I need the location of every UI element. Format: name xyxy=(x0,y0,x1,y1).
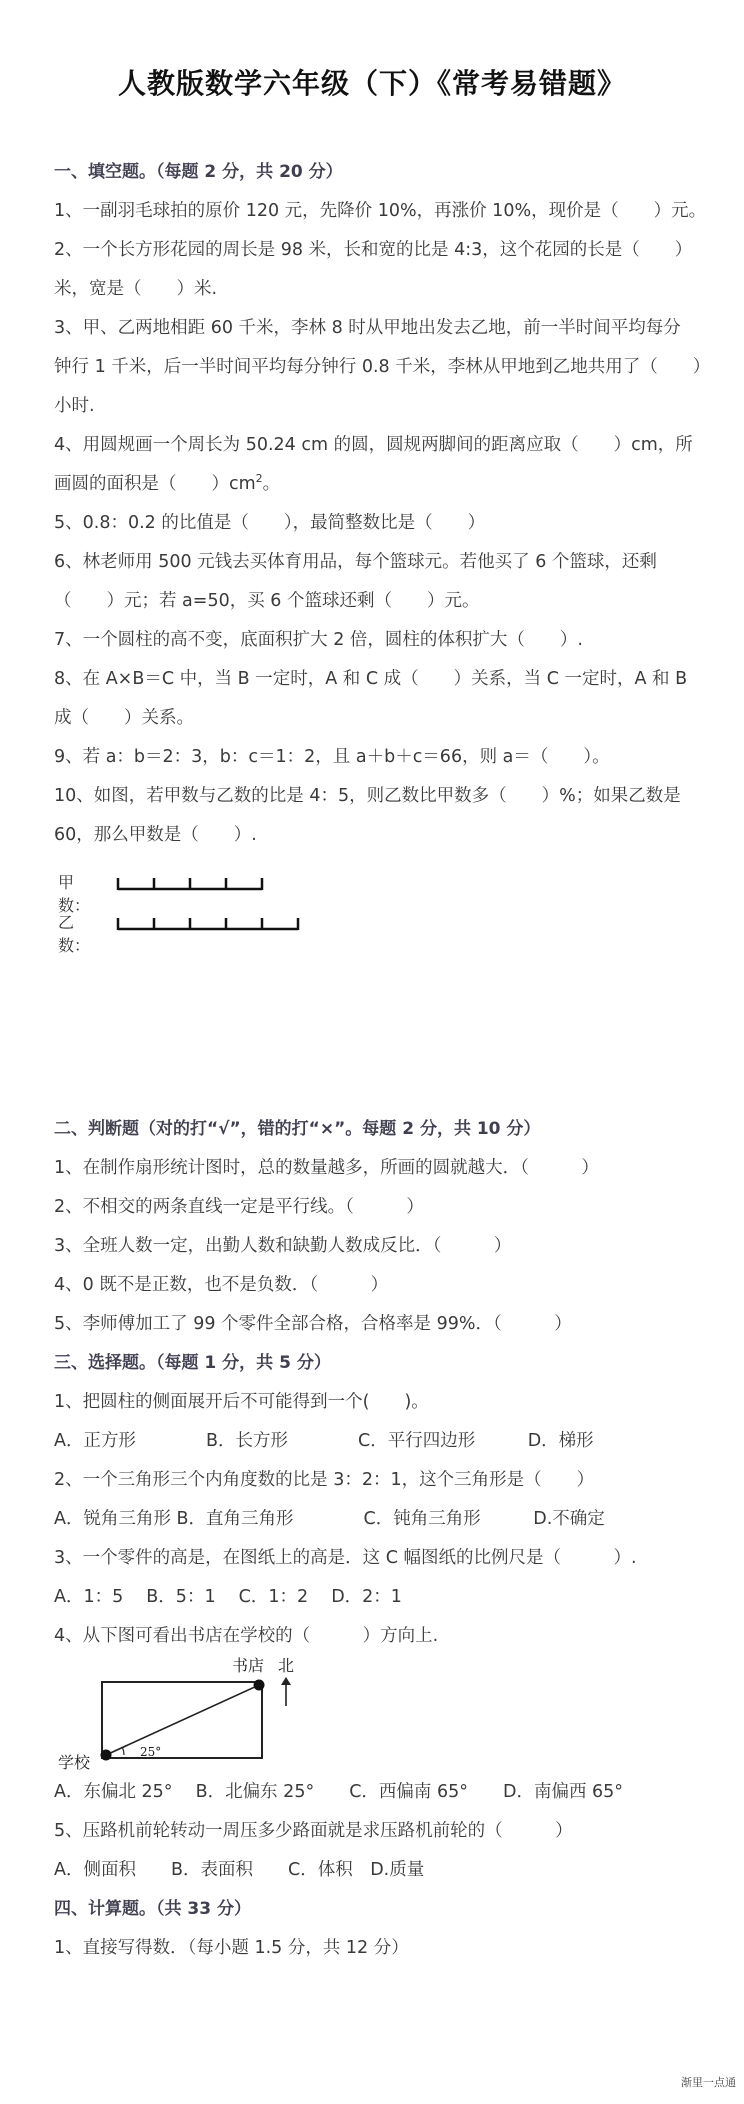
question-line: 1、在制作扇形统计图时，总的数量越多，所画的圆就越大．（ ） xyxy=(54,1158,599,1178)
north-arrow-head xyxy=(281,1677,291,1685)
question-line: 米，宽是（ ）米. xyxy=(54,279,218,299)
segment-bar-yi xyxy=(116,914,306,932)
question-line: （ ）元；若 a=50，买 6 个篮球还剩（ ）元。 xyxy=(54,591,480,611)
section-header-calculation: 四、计算题。（共 33 分） xyxy=(54,1899,251,1919)
north-label: 北 xyxy=(278,1656,295,1675)
question-line: 2、一个三角形三个内角度数的比是 3：2：1，这个三角形是（ ） xyxy=(54,1470,595,1490)
bookstore-dot xyxy=(254,1680,265,1691)
question-line: 10、如图，若甲数与乙数的比是 4：5，则乙数比甲数多（ ）%；如果乙数是 xyxy=(54,786,681,806)
question-line: 小时. xyxy=(54,396,95,416)
angle-arc xyxy=(123,1748,125,1755)
section-header-true-false: 二、判断题（对的打“√”，错的打“×”。每题 2 分，共 10 分） xyxy=(54,1119,541,1139)
question-line: 6、林老师用 500 元钱去买体育用品，每个篮球元。若他买了 6 个篮球，还剩 xyxy=(54,552,657,572)
question-line: 4、用圆规画一个周长为 50.24 cm 的圆，圆规两脚间的距离应取（ ）cm，所 xyxy=(54,435,693,455)
question-line: 2、不相交的两条直线一定是平行线。（ ） xyxy=(54,1197,424,1217)
section-header-choice: 三、选择题。（每题 1 分，共 5 分） xyxy=(54,1353,331,1373)
question-line: 5、压路机前轮转动一周压多少路面就是求压路机前轮的（ ） xyxy=(54,1821,573,1841)
superscript: 2 xyxy=(255,472,263,486)
options-line: A．1：5 B．5：1 C．1：2 D．2：1 xyxy=(54,1587,402,1607)
question-line: 8、在 A×B＝C 中，当 B 一定时，A 和 C 成（ ）关系，当 C 一定时，A 和 B xyxy=(54,669,688,689)
direction-diagram xyxy=(54,1654,314,1772)
question-line: 1、直接写得数．（每小题 1.5 分，共 12 分） xyxy=(54,1938,409,1958)
question-line: 4、0 既不是正数，也不是负数．（ ） xyxy=(54,1275,389,1295)
segment-bar-jia xyxy=(116,874,306,892)
school-dot xyxy=(101,1750,112,1761)
section-header-fill-in: 一、填空题。（每题 2 分，共 20 分） xyxy=(54,162,343,182)
angle-label: 25° xyxy=(140,1745,162,1759)
question-line: 60，那么甲数是（ ）. xyxy=(54,825,257,845)
question-line: 3、甲、乙两地相距 60 千米，李林 8 时从甲地出发去乙地，前一半时间平均每分 xyxy=(54,318,681,338)
bookstore-label: 书店 xyxy=(232,1656,265,1675)
question-line: 7、一个圆柱的高不变，底面积扩大 2 倍，圆柱的体积扩大（ ）. xyxy=(54,630,583,650)
diagram-diagonal xyxy=(106,1685,259,1755)
options-line: A．侧面积 B．表面积 C．体积 D.质量 xyxy=(54,1860,425,1880)
options-line: A．东偏北 25° B．北偏东 25° C．西偏南 65° D．南偏西 65° xyxy=(54,1782,624,1802)
question-line: 成（ ）关系。 xyxy=(54,708,194,728)
school-label: 学校 xyxy=(58,1753,91,1772)
period: 。 xyxy=(262,474,281,494)
question-line: 2、一个长方形花园的周长是 98 米，长和宽的比是 4:3，这个花园的长是（ ） xyxy=(54,240,693,260)
question-line xyxy=(54,472,694,496)
bar-label-yi: 乙数： xyxy=(58,913,91,955)
options-line: A．锐角三角形 B．直角三角形 C．钝角三角形 D.不确定 xyxy=(54,1509,605,1529)
question-text: 画圆的面积是（ ）cm xyxy=(54,474,256,494)
question-line: 1、把圆柱的侧面展开后不可能得到一个( )。 xyxy=(54,1392,429,1412)
question-line: 4、从下图可看出书店在学校的（ ）方向上. xyxy=(54,1626,439,1646)
question-line: 1、一副羽毛球拍的原价 120 元，先降价 10%，再涨价 10%，现价是（ ）元。 xyxy=(54,201,707,221)
bar-label-jia: 甲数： xyxy=(58,873,91,915)
footer-watermark: 渐里一点通 xyxy=(681,2076,736,2089)
page-title: 人教版数学六年级（下）《常考易错题》 xyxy=(117,67,626,100)
question-line: 5、0.8：0.2 的比值是（ ），最简整数比是（ ） xyxy=(54,513,486,533)
question-line: 9、若 a：b＝2：3，b：c＝1：2，且 a＋b＋c＝66，则 a＝（ ）。 xyxy=(54,747,610,767)
question-line: 5、李师傅加工了 99 个零件全部合格，合格率是 99%．（ ） xyxy=(54,1314,572,1334)
question-line: 3、全班人数一定，出勤人数和缺勤人数成反比．（ ） xyxy=(54,1236,512,1256)
question-line: 钟行 1 千米，后一半时间平均每分钟行 0.8 千米，李林从甲地到乙地共用了（ ） xyxy=(54,357,711,377)
options-line: A．正方形 B．长方形 C．平行四边形 D．梯形 xyxy=(54,1431,594,1451)
question-line: 3、一个零件的高是，在图纸上的高是．这 C 幅图纸的比例尺是（ ）. xyxy=(54,1548,637,1568)
